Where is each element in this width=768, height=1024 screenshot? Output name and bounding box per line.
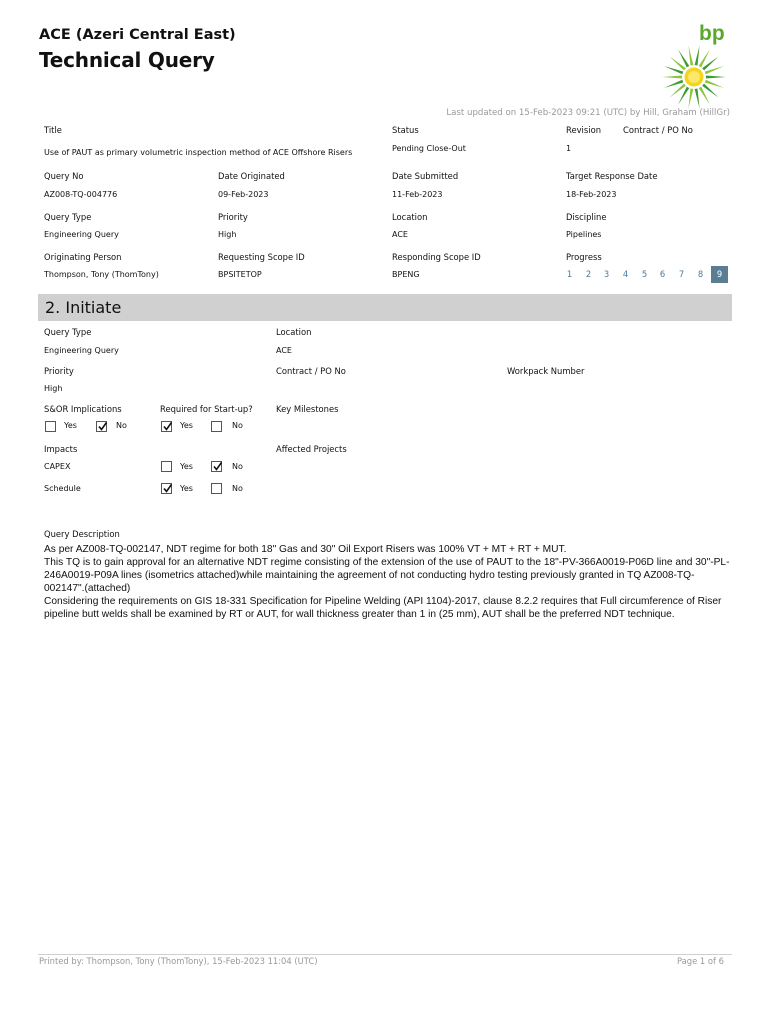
date-submitted-value: 11-Feb-2023 [392,190,443,199]
originating-person-value: Thompson, Tony (ThomTony) [44,270,159,279]
helios-ray [662,75,684,78]
target-response-label: Target Response Date [566,171,658,181]
page-number-text: Page 1 of 6 [677,956,724,966]
impacts-label: Impacts [44,444,78,454]
sor-no-label: No [116,421,127,430]
initiate-priority-label: Priority [44,366,74,376]
status-value: Pending Close-Out [392,144,466,153]
capex-label: CAPEX [44,462,71,471]
contract-po-label: Contract / PO No [623,125,693,135]
key-milestones-label: Key Milestones [276,404,339,414]
progress-step-6[interactable]: 6 [659,269,666,279]
startup-yes-checkbox[interactable] [161,421,172,432]
footer-divider [38,954,732,955]
progress-label: Progress [566,252,602,262]
requesting-scope-label: Requesting Scope ID [218,252,305,262]
helios-ray [688,86,693,108]
initiate-location-label: Location [276,327,312,337]
sor-yes-label: Yes [64,421,77,430]
description-paragraph: Considering the requirements on GIS 18-331 Specification for Pipeline Welding (API 1104)-2017, clause 8.2.2 requires that Full circumference of Riser pipeline butt welds shall be examined by RT or AUT, for wall thickness greater than 1 in (25 mm), AUT shall be the preferred NDT technique. [44,596,722,620]
date-originated-value: 09-Feb-2023 [218,190,269,199]
initiate-query-type-label: Query Type [44,327,92,337]
initiate-location-value: ACE [276,346,292,355]
progress-step-2[interactable]: 2 [585,269,592,279]
progress-step-8[interactable]: 8 [697,269,704,279]
schedule-label: Schedule [44,484,81,493]
document-title: Technical Query [39,48,215,72]
startup-no-label: No [232,421,243,430]
query-no-label: Query No [44,171,84,181]
target-response-value: 18-Feb-2023 [566,190,617,199]
initiate-priority-value: High [44,384,63,393]
initiate-contract-label: Contract / PO No [276,366,346,376]
helios-ray [704,75,726,78]
startup-yes-label: Yes [180,421,193,430]
discipline-value: Pipelines [566,230,602,239]
priority-label: Priority [218,212,248,222]
status-label: Status [392,125,419,135]
workpack-number-label: Workpack Number [507,366,585,376]
schedule-no-checkbox[interactable] [211,483,222,494]
checkmark-icon [162,421,173,432]
sor-no-checkbox[interactable] [96,421,107,432]
description-paragraph: As per AZ008-TQ-002147, NDT regime for both 18" Gas and 30" Oil Export Risers was 100% VT + MT + RT + MUT. [44,544,567,555]
requesting-scope-value: BPSITETOP [218,270,262,279]
startup-no-checkbox[interactable] [211,421,222,432]
query-description-label: Query Description [44,529,120,539]
query-type-value: Engineering Query [44,230,119,239]
checkmark-icon [162,483,173,494]
revision-label: Revision [566,125,602,135]
checkmark-icon [97,421,108,432]
title-value: Use of PAUT as primary volumetric inspection method of ACE Offshore Risers [44,148,353,157]
capex-yes-checkbox[interactable] [161,461,172,472]
affected-projects-label: Affected Projects [276,444,347,454]
progress-step-3[interactable]: 3 [603,269,610,279]
date-submitted-label: Date Submitted [392,171,459,181]
originating-person-label: Originating Person [44,252,122,262]
priority-value: High [218,230,237,239]
last-updated-text: Last updated on 15-Feb-2023 09:21 (UTC) by Hill, Graham (HillGr) [446,108,730,118]
responding-scope-value: BPENG [392,270,420,279]
title-label: Title [44,125,62,135]
printed-by-text: Printed by: Thompson, Tony (ThomTony), 15-Feb-2023 11:04 (UTC) [39,956,318,966]
checkmark-icon [212,461,223,472]
responding-scope-label: Responding Scope ID [392,252,481,262]
progress-step-7[interactable]: 7 [678,269,685,279]
schedule-yes-checkbox[interactable] [161,483,172,494]
schedule-no-label: No [232,484,243,493]
company-name: ACE (Azeri Central East) [39,27,236,43]
location-label: Location [392,212,428,222]
query-no-value: AZ008-TQ-004776 [44,190,118,199]
description-paragraph: This TQ is to gain approval for an alternative NDT regime consisting of the extension of the use of PAUT to the 18"-PV-366A0019-P06D line and 30"-PL-246A0019-P09A lines (isometrics attached)while maintaining the agreement of not conducting hydro testing previously granted in TQ AZ008-TQ-002147".(attached) [44,557,730,594]
capex-no-label: No [232,462,243,471]
bp-brand-text: bp [699,22,725,45]
sor-yes-checkbox[interactable] [45,421,56,432]
capex-no-checkbox[interactable] [211,461,222,472]
section-title-initiate: 2. Initiate [45,298,122,317]
progress-step-1[interactable]: 1 [566,269,573,279]
date-originated-label: Date Originated [218,171,285,181]
progress-step-5[interactable]: 5 [641,269,648,279]
helios-ray [694,86,699,108]
location-value: ACE [392,230,408,239]
capex-yes-label: Yes [180,462,193,471]
initiate-query-type-value: Engineering Query [44,346,119,355]
discipline-label: Discipline [566,212,607,222]
schedule-yes-label: Yes [180,484,193,493]
query-description-text [44,543,730,621]
helios-ray [694,45,699,67]
section-header-bar [38,294,732,321]
helios-ray [688,45,693,67]
bp-helios-logo-icon [658,44,730,110]
progress-step-9[interactable]: 9 [711,266,728,283]
progress-step-4[interactable]: 4 [622,269,629,279]
query-type-label: Query Type [44,212,92,222]
sor-implications-label: S&OR Implications [44,404,122,414]
required-startup-label: Required for Start-up? [160,404,253,414]
revision-value: 1 [566,144,572,153]
